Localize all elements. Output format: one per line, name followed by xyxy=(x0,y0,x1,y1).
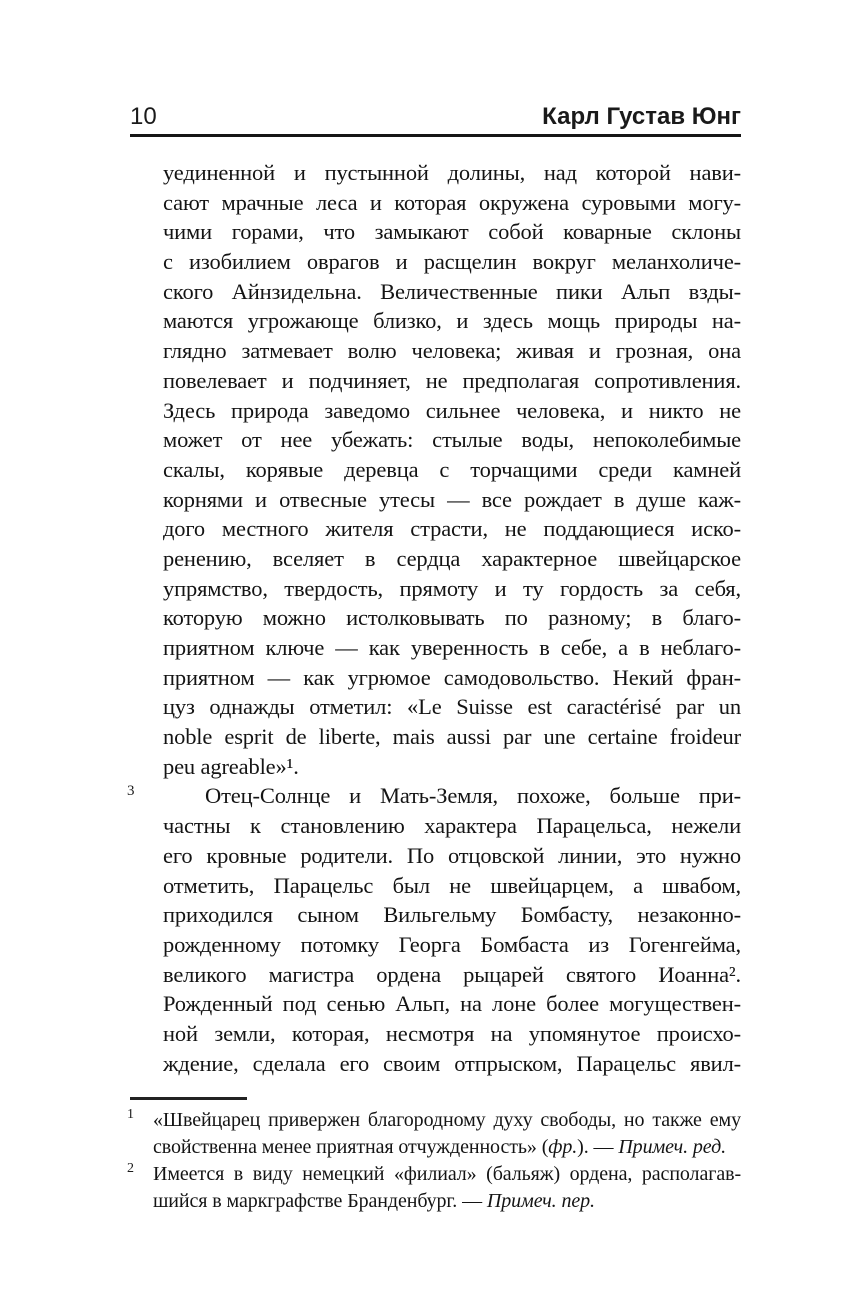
body-line: ждение, сделала его своим отпрыском, Парацельс явил- xyxy=(163,1050,741,1076)
body-line: отметить, Парацельс был не швейцарцем, а швабом, xyxy=(163,872,741,898)
body-line: приходился сыном Вильгельму Бомбасту, незаконно- xyxy=(163,902,741,928)
page-number: 10 xyxy=(130,103,157,130)
footnote-text-segment: «Швейцарец привержен благородному духу свободы, но также ему xyxy=(153,1109,741,1131)
body-line: повелевает и подчиняет, не предполагая сопротивления. xyxy=(163,367,741,393)
footnote-line xyxy=(153,1134,741,1161)
footnote-italic-segment: Примеч. пер. xyxy=(486,1190,595,1212)
body-line: peu agreable»¹. xyxy=(163,753,299,779)
body-line: Рожденный под сенью Альп, на лоне более могуществен- xyxy=(163,991,741,1017)
paragraph xyxy=(127,781,741,1078)
footnote-text-segment: свойственна менее приятная отчужденность» ( xyxy=(153,1136,549,1158)
body-line: корнями и отвесные утесы — все рождает в душе каж- xyxy=(163,486,741,512)
footnote-italic-segment: фр. xyxy=(548,1136,578,1158)
footnotes xyxy=(127,1107,741,1215)
header-rule xyxy=(130,134,741,137)
paragraph xyxy=(163,158,741,781)
footnote-line xyxy=(153,1161,741,1188)
body-line: упрямство, твердость, прямоту и ту гордость за себя, xyxy=(163,575,741,601)
footnote-text-segment: шийся в маркграфстве Бранденбург. — xyxy=(153,1190,487,1212)
body-line: ренению, вселяет в сердца характерное швейцарское xyxy=(163,545,741,571)
footnote xyxy=(127,1161,741,1215)
body-line: которую можно истолковывать по разному; в благо- xyxy=(163,605,741,631)
footnote xyxy=(127,1107,741,1161)
body-text xyxy=(127,158,741,1078)
running-title: Карл Густав Юнг xyxy=(542,103,741,130)
body-line: Здесь природа заведомо сильнее человека, и никто не xyxy=(163,397,741,423)
body-line: сают мрачные леса и которая окружена суровыми могу- xyxy=(163,189,741,215)
footnote-italic-segment: Примеч. ред. xyxy=(618,1136,727,1158)
body-line: с изобилием оврагов и расщелин вокруг меланхоличе- xyxy=(163,249,741,275)
footnote-text-segment: ). — xyxy=(577,1136,619,1158)
body-line: уединенной и пустынной долины, над которой нави- xyxy=(163,160,741,185)
body-line: приятном ключе — как уверенность в себе, а в неблаго- xyxy=(163,635,741,660)
body-line: скалы, корявые деревца с торчащими среди камней xyxy=(163,456,741,482)
body-line: маются угрожающе близко, и здесь мощь природы на- xyxy=(163,308,741,334)
body-line: чими горами, что замыкают собой коварные склоны xyxy=(163,219,741,245)
body-line: приятном — как угрюмое самодовольство. Некий фран- xyxy=(163,664,741,690)
body-line: дого местного жителя страсти, не поддающиеся иско- xyxy=(163,516,741,542)
footnote-separator xyxy=(130,1097,247,1100)
footnote-line xyxy=(153,1107,741,1134)
body-line: рожденному потомку Георга Бомбаста из Гогенгейма, xyxy=(163,931,741,957)
body-line: ной земли, которая, несмотря на упомянутое происхо- xyxy=(163,1020,741,1046)
body-line: частны к становлению характера Парацельса, нежели xyxy=(163,813,741,839)
body-line: великого магистра ордена рыцарей святого Иоанна². xyxy=(163,961,741,987)
footnote-marker: 1 xyxy=(127,1107,134,1122)
body-line: может от нее убежать: стылые воды, непоколебимые xyxy=(163,427,741,453)
footnote-text-segment: Имеется в виду немецкий «филиал» (бальяж) ордена, располагав- xyxy=(153,1163,741,1185)
body-line: его кровные родители. По отцовской линии, это нужно xyxy=(163,842,741,868)
body-line: noble esprit de liberte, mais aussi par une certaine froideur xyxy=(163,724,741,750)
body-line: ского Айнзидельна. Величественные пики Альп взды- xyxy=(163,278,741,304)
body-line: цуз однажды отметил: «Le Suisse est caractérisé par un xyxy=(163,694,741,720)
body-line: Отец-Солнце и Мать-Земля, похоже, больше при- xyxy=(205,783,741,809)
footnote-marker: 2 xyxy=(127,1161,134,1176)
running-header xyxy=(130,103,741,131)
body-line: глядно затмевает волю человека; живая и грозная, она xyxy=(163,338,741,364)
footnote-line xyxy=(153,1188,741,1215)
margin-paragraph-number: 3 xyxy=(127,783,135,800)
